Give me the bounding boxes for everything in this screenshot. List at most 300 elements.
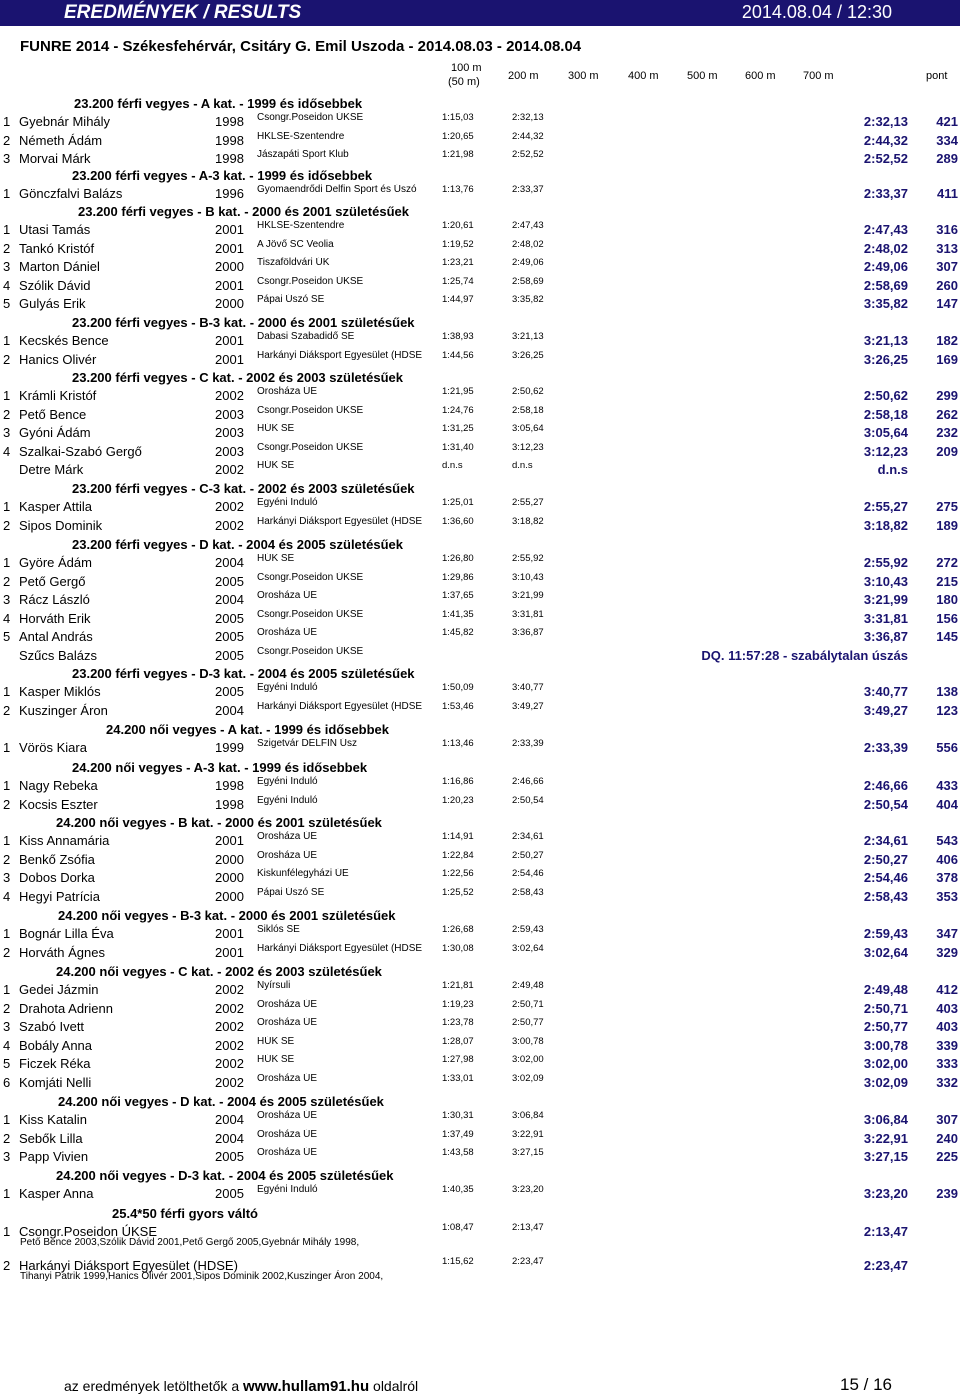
final-time: 3:21,13: [863, 333, 908, 348]
swimmer-name: Györe Ádám: [19, 555, 92, 570]
rank: 1: [3, 1186, 11, 1201]
split-200m: 3:21,13: [512, 331, 544, 342]
points: 240: [936, 1130, 958, 1146]
result-row: [0, 148, 960, 168]
header-400m: 400 m: [628, 70, 659, 82]
result-row: [0, 849, 960, 869]
birth-year: 2002: [215, 1000, 244, 1016]
club-name: Csongr.Poseidon ÚKSE: [257, 645, 364, 657]
final-time: 3:35,82: [863, 296, 908, 311]
final-time: 3:22,91: [863, 1130, 908, 1146]
points: 556: [936, 740, 958, 755]
club-name: Harkányi Diáksport Egyesület (HDSE: [257, 700, 423, 712]
final-time: 3:23,20: [863, 1186, 908, 1201]
club-name: Harkányi Diáksport Egyesület (HDSE: [257, 350, 423, 361]
birth-year: 2001: [215, 833, 244, 848]
result-row: [0, 1016, 960, 1036]
rank: 1: [3, 333, 11, 348]
relay-members: Tihanyi Patrik 1999,Hanics Olivér 2001,Sipos Dominik 2002,Kuszinger Áron 2004,: [20, 1271, 384, 1282]
birth-year: 2004: [215, 1112, 244, 1127]
birth-year: 2005: [215, 647, 244, 663]
split-100m: 1:30,31: [442, 1110, 474, 1121]
split-100m: d.n.s: [442, 460, 463, 471]
club-name: HÚK SE: [257, 423, 295, 434]
rank: 1: [3, 740, 11, 755]
split-200m: 2:58,69: [512, 275, 544, 287]
split-200m: 3:31,81: [512, 608, 544, 620]
swimmer-name: Utasi Tamás: [19, 222, 91, 237]
header-200m: 200 m: [508, 70, 539, 82]
split-100m: 1:25,74: [442, 275, 474, 287]
header-700m: 700 m: [803, 70, 834, 82]
split-100m: 1:44,97: [442, 294, 474, 305]
result-row: [0, 111, 960, 131]
split-200m: 2:55,92: [512, 553, 544, 564]
final-time: 2:23,47: [863, 1258, 908, 1273]
final-time: 2:58,69: [863, 277, 908, 293]
split-200m: 3:12,23: [512, 441, 544, 453]
split-200m: 2:49,48: [512, 980, 544, 991]
result-row: [0, 886, 960, 906]
final-time: 2:47,43: [863, 222, 908, 237]
split-100m: 1:45,82: [442, 627, 474, 638]
swimmer-name: Sipos Dominik: [19, 518, 103, 533]
birth-year: 2004: [215, 592, 244, 607]
rank: 6: [3, 1074, 11, 1090]
points: 239: [936, 1186, 958, 1201]
final-time: 3:02,64: [863, 944, 908, 960]
split-200m: 2:32,13: [512, 112, 544, 123]
result-row: [0, 552, 960, 572]
rank: 2: [3, 944, 11, 960]
split-200m: 2:58,18: [512, 404, 544, 416]
result-row: [0, 238, 960, 258]
rank: 1: [3, 982, 11, 997]
rank: 1: [3, 778, 11, 793]
rank: 3: [3, 1149, 11, 1164]
points: 421: [936, 114, 958, 129]
club-name: Csongr.Poseidon ÚKSE: [257, 441, 364, 453]
section-title: 24.200 női vegyes - D-3 kat. - 2004 és 2005 születésűek: [56, 1168, 394, 1183]
birth-year: 2000: [215, 296, 244, 311]
split-100m: 1:24,76: [442, 404, 474, 416]
split-200m: 3:23,20: [512, 1184, 544, 1195]
rank: 4: [3, 277, 11, 293]
split-200m: 2:34,61: [512, 831, 544, 842]
result-row: [0, 1128, 960, 1148]
final-time: 3:21,99: [863, 592, 908, 607]
birth-year: 2002: [215, 462, 244, 477]
points: 307: [936, 259, 958, 274]
birth-year: 2005: [215, 573, 244, 589]
rank: 2: [3, 797, 11, 812]
club-name: Orosháza ÚE: [257, 998, 318, 1010]
split-200m: 3:05,64: [512, 423, 544, 434]
points: 378: [936, 870, 958, 885]
split-100m: 1:37,65: [442, 590, 474, 601]
club-name: HÚK SE: [257, 1054, 295, 1065]
result-row: [0, 330, 960, 350]
split-100m: 1:26,68: [442, 924, 474, 935]
birth-year: 1999: [215, 740, 244, 755]
result-row: [0, 700, 960, 720]
points: 275: [936, 499, 958, 514]
split-200m: 2:50,77: [512, 1017, 544, 1028]
final-time: 3:36,87: [863, 629, 908, 644]
rank: 2: [3, 240, 11, 256]
rank: 4: [3, 443, 11, 459]
rank: 5: [3, 296, 11, 311]
result-row: [0, 571, 960, 591]
final-time: 3:05,64: [863, 425, 908, 440]
section-title: 23.200 férfi vegyes - A kat. - 1999 és idősebbek: [74, 96, 363, 111]
result-row: [0, 422, 960, 442]
header-100m: 100 m: [451, 62, 482, 74]
final-time: 3:12,23: [863, 443, 908, 459]
club-name: Siklós SE: [257, 924, 300, 935]
final-time: 2:54,46: [863, 870, 908, 885]
birth-year: 1998: [215, 778, 244, 793]
split-200m: 3:02,64: [512, 942, 544, 954]
final-time: 3:31,81: [863, 610, 908, 626]
birth-year: 1996: [215, 186, 244, 201]
club-name: Egyéni Induló: [257, 795, 318, 806]
split-100m: 1:29,86: [442, 571, 474, 583]
final-time: 2:52,52: [863, 151, 908, 166]
split-100m: 1:37,49: [442, 1128, 474, 1140]
rank: 2: [3, 132, 11, 148]
points: 313: [936, 240, 958, 256]
split-200m: 2:58,43: [512, 886, 544, 898]
club-name: Orosháza ÚE: [257, 831, 318, 842]
rank: 3: [3, 425, 11, 440]
birth-year: 2005: [215, 1186, 244, 1201]
birth-year: 1998: [215, 797, 244, 812]
section-title: 23.200 férfi vegyes - B kat. - 2000 és 2001 születésűek: [78, 204, 409, 219]
club-name: Csongr.Poseidon ÚKSE: [257, 112, 364, 123]
rank: 1: [3, 499, 11, 514]
final-time: 3:10,43: [863, 573, 908, 589]
header-50m: (50 m): [448, 76, 480, 88]
page-number: 15 / 16: [840, 1375, 892, 1394]
swimmer-name: Gyóni Ádám: [19, 425, 91, 440]
split-100m: 1:19,52: [442, 238, 474, 250]
section-title: 25.4*50 férfi gyors váltó: [112, 1206, 258, 1221]
birth-year: 1998: [215, 132, 244, 148]
result-row: [0, 385, 960, 405]
disqualification-note: DQ. 11:57:28 - szabálytalan úszás: [701, 647, 908, 663]
final-time: 2:55,92: [863, 555, 908, 570]
result-row: [0, 1053, 960, 1073]
points: 215: [936, 573, 958, 589]
result-row: [0, 293, 960, 313]
birth-year: 2001: [215, 944, 244, 960]
club-name: HÚK SE: [257, 553, 295, 564]
points: 138: [936, 684, 958, 699]
club-name: Orosháza ÚE: [257, 590, 318, 601]
split-200m: 2:47,43: [512, 220, 544, 231]
birth-year: 2002: [215, 499, 244, 514]
club-name: HÚK SE: [257, 460, 295, 471]
header-500m: 500 m: [687, 70, 718, 82]
swimmer-name: Bobály Anna: [19, 1037, 93, 1053]
swimmer-name: Hegyi Patrícia: [19, 888, 100, 904]
split-100m: 1:08,47: [442, 1222, 474, 1233]
swimmer-name: Pető Gergő: [19, 573, 86, 589]
split-200m: 3:27,15: [512, 1147, 544, 1158]
points: 225: [936, 1149, 958, 1164]
points: 329: [936, 944, 958, 960]
birth-year: 2001: [215, 277, 244, 293]
footer-post: oldalról: [369, 1378, 419, 1394]
swimmer-name: Drahota Adrienn: [19, 1000, 113, 1016]
split-100m: 1:22,84: [442, 849, 474, 861]
birth-year: 2002: [215, 1074, 244, 1090]
swimmer-name: Bognár Lilla Éva: [19, 926, 114, 941]
final-time: 2:58,43: [863, 888, 908, 904]
footer-note: [64, 1378, 418, 1395]
split-100m: 1:36,60: [442, 516, 474, 527]
club-name: Egyéni Induló: [257, 1184, 318, 1195]
club-name: Csongr.Poseidon ÚKSE: [257, 404, 364, 416]
points: 156: [936, 610, 958, 626]
split-200m: 2:13,47: [512, 1222, 544, 1233]
club-name: HÚK SE: [257, 1035, 295, 1047]
split-200m: 2:50,71: [512, 998, 544, 1010]
rank: 4: [3, 888, 11, 904]
points: 404: [936, 797, 958, 812]
split-200m: 2:50,62: [512, 386, 544, 397]
banner-datetime: 2014.08.04 / 12:30: [741, 2, 892, 22]
birth-year: 2002: [215, 388, 244, 403]
points: 169: [936, 352, 958, 367]
swimmer-name: Gulyás Erik: [19, 296, 86, 311]
split-100m: 1:13,46: [442, 738, 474, 749]
swimmer-name: Kiss Annamária: [19, 833, 110, 848]
result-row: [0, 219, 960, 239]
split-100m: 1:30,08: [442, 942, 474, 954]
rank: 1: [3, 388, 11, 403]
split-100m: 1:33,01: [442, 1072, 474, 1084]
swimmer-name: Kocsis Eszter: [19, 797, 98, 812]
split-100m: 1:53,46: [442, 700, 474, 712]
swimmer-name: Nagy Rebeka: [19, 778, 98, 793]
club-name: Orosháza ÚE: [257, 1128, 318, 1140]
section-title: 24.200 női vegyes - D kat. - 2004 és 2005 születésűek: [58, 1094, 384, 1109]
result-row: [0, 794, 960, 814]
split-100m: 1:50,09: [442, 682, 474, 693]
rank: 3: [3, 259, 11, 274]
birth-year: 2002: [215, 1037, 244, 1053]
split-100m: 1:21,81: [442, 980, 474, 991]
swimmer-name: Kuszinger Áron: [19, 702, 108, 718]
result-row: [0, 441, 960, 461]
section-title: 23.200 férfi vegyes - D-3 kat. - 2004 és 2005 születésűek: [72, 666, 415, 681]
final-time: 2:46,66: [863, 778, 908, 793]
split-200m: 2:50,54: [512, 795, 544, 806]
club-name: Orosháza ÚE: [257, 1017, 318, 1028]
birth-year: 2003: [215, 425, 244, 440]
header-300m: 300 m: [568, 70, 599, 82]
split-200m: 3:18,82: [512, 516, 544, 527]
rank: 1: [3, 555, 11, 570]
club-name: Csongr.Poseidon ÚKSE: [257, 275, 364, 287]
split-100m: 1:26,80: [442, 553, 474, 564]
split-100m: 1:44,56: [442, 350, 474, 361]
swimmer-name: Kasper Attila: [19, 499, 92, 514]
club-name: Kiskunfélegyházi ÚE: [257, 868, 349, 879]
result-row: [0, 608, 960, 628]
birth-year: 1998: [215, 151, 244, 166]
split-200m: 2:33,37: [512, 184, 544, 195]
split-100m: 1:13,76: [442, 184, 474, 195]
split-100m: 1:25,52: [442, 886, 474, 898]
swimmer-name: Papp Vivien: [19, 1149, 89, 1164]
points: 182: [936, 333, 958, 348]
birth-year: 2001: [215, 926, 244, 941]
points: 353: [936, 888, 958, 904]
swimmer-name: Szólik Dávid: [19, 277, 91, 293]
split-100m: 1:21,95: [442, 386, 474, 397]
rank: 1: [3, 684, 11, 699]
rank: 2: [3, 518, 11, 533]
split-100m: 1:23,78: [442, 1017, 474, 1028]
result-row: [0, 681, 960, 701]
points: 543: [936, 833, 958, 848]
result-row: [0, 1072, 960, 1092]
swimmer-name: Benkő Zsófia: [19, 851, 95, 867]
club-name: Dabasi Szabadidő SE: [257, 331, 355, 342]
result-row: [0, 459, 960, 479]
points: 299: [936, 388, 958, 403]
rank: 1: [3, 1224, 11, 1239]
final-time: 3:40,77: [863, 684, 908, 699]
final-time: 2:34,61: [863, 833, 908, 848]
rank: 5: [3, 629, 11, 644]
result-row: [0, 775, 960, 795]
final-time: 3:02,09: [863, 1074, 908, 1090]
split-200m: 2:50,27: [512, 849, 544, 861]
birth-year: 2002: [215, 518, 244, 533]
swimmer-name: Kiss Katalin: [19, 1112, 87, 1127]
club-name: Orosháza ÚE: [257, 1072, 318, 1084]
final-time: 2:48,02: [863, 240, 908, 256]
result-row: [0, 1109, 960, 1129]
split-200m: 3:02,09: [512, 1072, 544, 1084]
club-name: A Jövő SC Veolia: [257, 238, 334, 250]
swimmer-name: Kasper Anna: [19, 1186, 94, 1201]
swimmer-name: Sebők Lilla: [19, 1130, 83, 1146]
club-name: Orosháza ÚE: [257, 849, 318, 861]
final-time: d.n.s: [877, 462, 908, 477]
rank: 4: [3, 610, 11, 626]
club-name: Tiszaföldvári ÚK: [257, 257, 330, 268]
birth-year: 2000: [215, 870, 244, 885]
swimmer-name: Kasper Miklós: [19, 684, 101, 699]
split-100m: 1:16,86: [442, 776, 474, 787]
split-100m: 1:19,23: [442, 998, 474, 1010]
result-row: [0, 275, 960, 295]
rank: 2: [3, 573, 11, 589]
club-name: Pápai Úszó SE: [257, 886, 325, 898]
swimmer-name: Kecskés Bence: [19, 333, 109, 348]
club-name: Pápai Úszó SE: [257, 294, 325, 305]
points: 307: [936, 1112, 958, 1127]
birth-year: 2002: [215, 1019, 244, 1034]
points: 406: [936, 851, 958, 867]
points: 412: [936, 982, 958, 997]
birth-year: 2004: [215, 555, 244, 570]
points: 123: [936, 702, 958, 718]
final-time: 2:49,48: [863, 982, 908, 997]
section-title: 24.200 női vegyes - A kat. - 1999 és idősebbek: [106, 722, 390, 737]
birth-year: 1998: [215, 114, 244, 129]
swimmer-name: Marton Dániel: [19, 259, 100, 274]
rank: 2: [3, 702, 11, 718]
rank: 2: [3, 1130, 11, 1146]
club-name: Egyéni Induló: [257, 776, 318, 787]
final-time: 2:50,77: [863, 1019, 908, 1034]
birth-year: 2005: [215, 1149, 244, 1164]
split-200m: 3:22,91: [512, 1128, 544, 1140]
rank: 3: [3, 1019, 11, 1034]
footer-site-link[interactable]: www.hullam91.hu: [243, 1378, 370, 1395]
split-100m: 1:20,23: [442, 795, 474, 806]
points: 333: [936, 1056, 958, 1071]
club-name: Gyomaendrődi Delfin Sport és Úszó: [257, 184, 417, 195]
points: 262: [936, 406, 958, 422]
rank: 2: [3, 352, 11, 367]
club-name: Harkányi Diáksport Egyesület (HDSE: [257, 942, 423, 954]
split-200m: 3:06,84: [512, 1110, 544, 1121]
club-name: Jászapáti Sport Klub: [257, 149, 349, 160]
birth-year: 2003: [215, 443, 244, 459]
final-time: 3:49,27: [863, 702, 908, 718]
header-points: pont: [926, 70, 948, 82]
swimmer-name: Horváth Ágnes: [19, 944, 105, 960]
points: 332: [936, 1074, 958, 1090]
club-name: Orosháza ÚE: [257, 1110, 318, 1121]
birth-year: 2005: [215, 629, 244, 644]
result-row: [0, 496, 960, 516]
result-row: [0, 130, 960, 150]
result-row: [0, 256, 960, 276]
swimmer-name: Morvai Márk: [19, 151, 91, 166]
points: 316: [936, 222, 958, 237]
rank: 1: [3, 114, 11, 129]
section-title: 24.200 női vegyes - B kat. - 2000 és 2001 születésűek: [56, 815, 382, 830]
split-200m: d.n.s: [512, 460, 533, 471]
birth-year: 2004: [215, 1130, 244, 1146]
split-200m: 2:46,66: [512, 776, 544, 787]
split-100m: 1:41,35: [442, 608, 474, 620]
rank: 2: [3, 406, 11, 422]
final-time: 3:27,15: [863, 1149, 908, 1164]
header-600m: 600 m: [745, 70, 776, 82]
club-name: Nyírsuli: [257, 980, 291, 991]
club-name: Csongr.Poseidon ÚKSE: [257, 608, 364, 620]
swimmer-name: Antal András: [19, 629, 93, 644]
club-name: Orosháza ÚE: [257, 386, 318, 397]
result-row: [0, 830, 960, 850]
final-time: 2:50,27: [863, 851, 908, 867]
birth-year: 2001: [215, 333, 244, 348]
split-200m: 3:21,99: [512, 590, 544, 601]
result-row: [0, 349, 960, 369]
result-row: [0, 998, 960, 1018]
club-name: HKLSE-Szentendre: [257, 130, 345, 142]
final-time: 2:50,71: [863, 1000, 908, 1016]
